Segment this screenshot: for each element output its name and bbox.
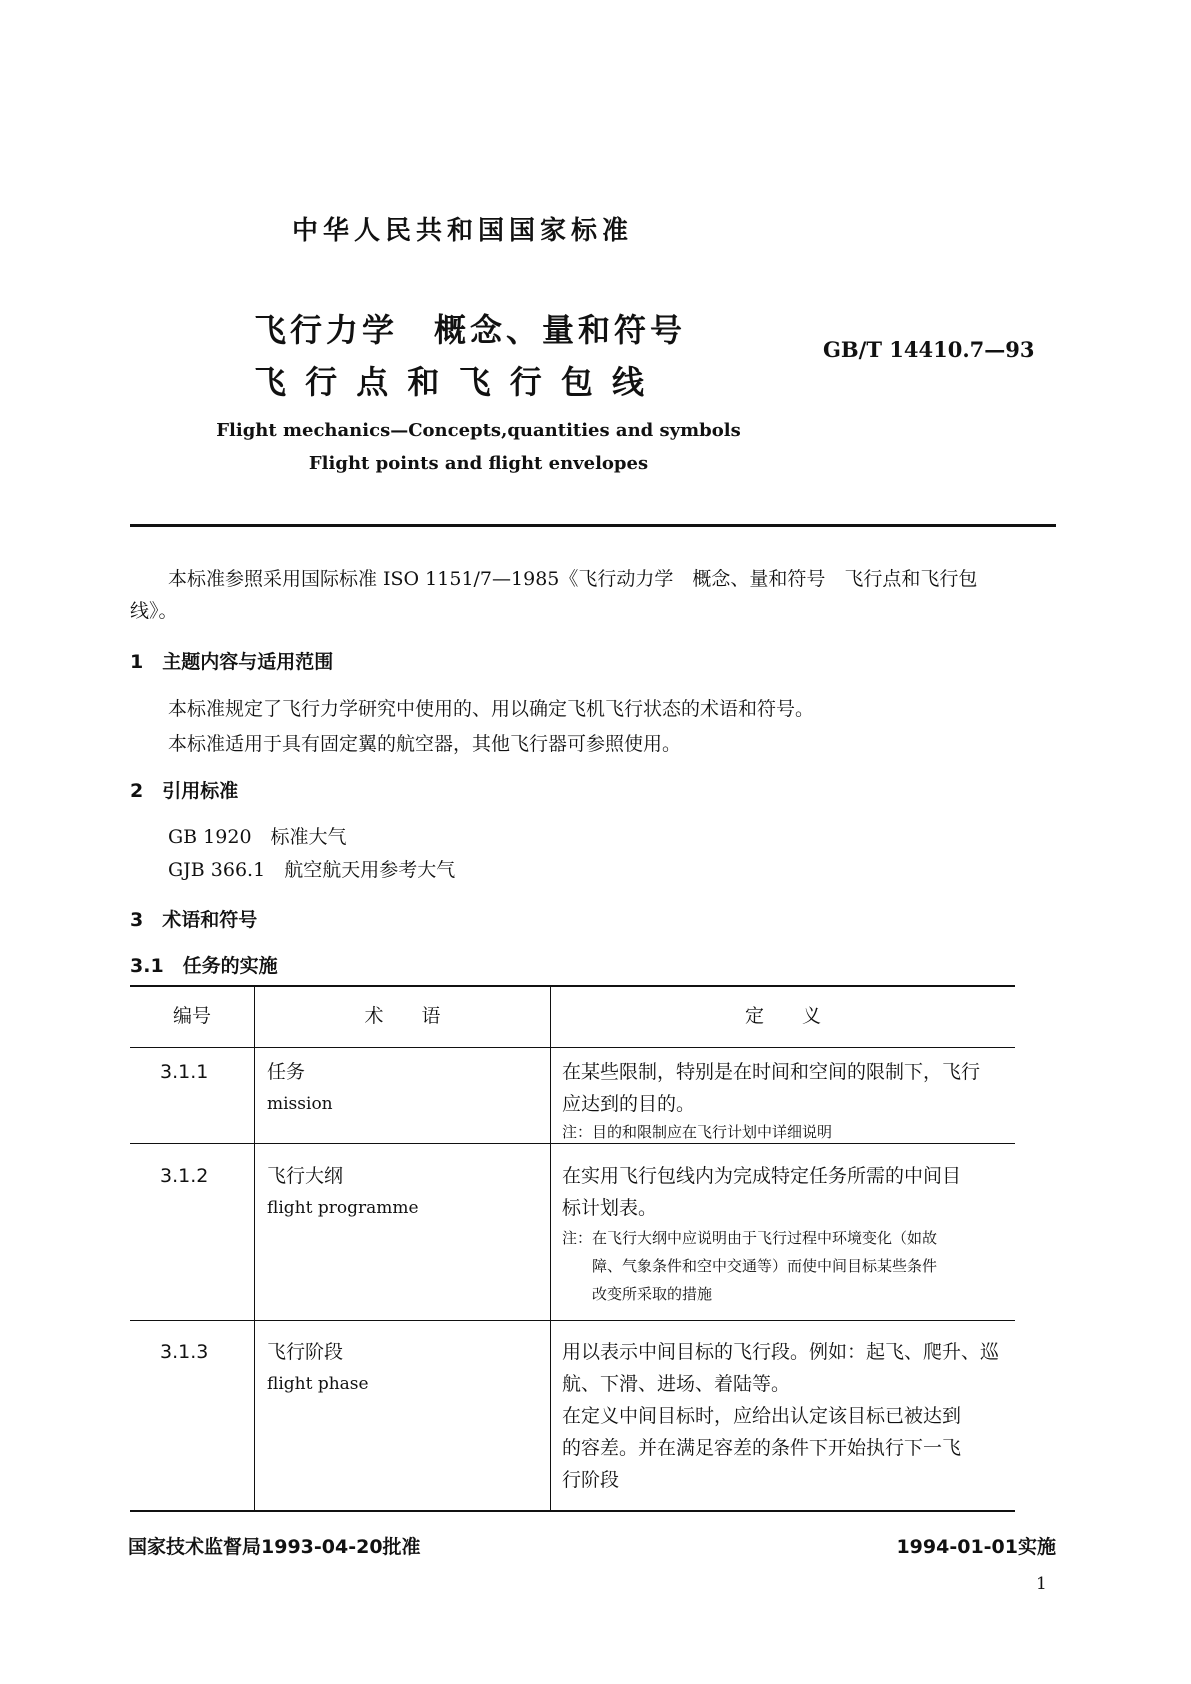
effective-date: 1994-01-01实施 <box>896 1536 1056 1558</box>
header-rule <box>130 524 1056 527</box>
page-number: 1 <box>1036 1574 1047 1594</box>
definition-note: 改变所采取的措施 <box>562 1285 713 1303</box>
section-3-heading: 3 术语和符号 <box>130 909 258 931</box>
table-column-rule <box>254 985 255 1512</box>
section-1-para2: 本标准适用于具有固定翼的航空器，其他飞行器可参照使用。 <box>168 733 682 755</box>
term-number: 3.1.1 <box>160 1061 209 1083</box>
definition-line: 用以表示中间目标的飞行段。例如：起飞、爬升、巡 <box>562 1341 1000 1363</box>
definition-note: 注：目的和限制应在飞行计划中详细说明 <box>562 1123 833 1141</box>
section-3-1-heading: 3.1 任务的实施 <box>130 955 278 977</box>
definition-line: 在某些限制，特别是在时间和空间的限制下，飞行 <box>562 1061 981 1083</box>
reference-gb1920: GB 1920 标准大气 <box>168 826 347 848</box>
title-en-line1: Flight mechanics—Concepts,quantities and symbols <box>216 420 741 441</box>
header-term: 术 语 <box>364 1005 441 1027</box>
national-standard-heading: 中华人民共和国国家标准 <box>292 216 634 246</box>
header-definition: 定 义 <box>744 1005 821 1027</box>
term-number: 3.1.3 <box>160 1341 209 1363</box>
section-1-para1: 本标准规定了飞行力学研究中使用的、用以确定飞机飞行状态的术语和符号。 <box>168 698 815 720</box>
term-cn: 飞行阶段 <box>267 1341 344 1363</box>
definition-line: 行阶段 <box>562 1469 620 1491</box>
definition-line: 在实用飞行包线内为完成特定任务所需的中间目 <box>562 1165 962 1187</box>
title-cn-line2: 飞 行 点 和 飞 行 包 线 <box>254 363 648 401</box>
term-cn: 飞行大纲 <box>267 1165 344 1187</box>
section-1-heading: 1 主题内容与适用范围 <box>130 651 334 673</box>
term-number: 3.1.2 <box>160 1165 209 1187</box>
definition-note: 注：在飞行大纲中应说明由于飞行过程中环境变化（如故 <box>562 1229 938 1247</box>
term-en: mission <box>267 1094 333 1114</box>
definition-line: 的容差。并在满足容差的条件下开始执行下一飞 <box>562 1437 962 1459</box>
table-row-rule <box>130 1320 1015 1321</box>
definition-note: 障、气象条件和空中交通等）而使中间目标某些条件 <box>562 1257 938 1275</box>
table-top-rule <box>130 985 1015 987</box>
definition-line: 标计划表。 <box>562 1197 658 1219</box>
approval-date: 国家技术监督局1993-04-20批准 <box>128 1536 421 1558</box>
reference-gjb366: GJB 366.1 航空航天用参考大气 <box>168 859 456 881</box>
definition-line: 在定义中间目标时，应给出认定该目标已被达到 <box>562 1405 962 1427</box>
section-2-heading: 2 引用标准 <box>130 780 239 802</box>
term-en: flight phase <box>267 1374 369 1394</box>
intro-line2: 线》。 <box>130 600 178 622</box>
definition-line: 应达到的目的。 <box>562 1093 696 1115</box>
table-column-rule <box>550 985 551 1512</box>
standard-number: GB/T 14410.7—93 <box>823 337 1035 362</box>
table-bottom-rule <box>130 1510 1015 1512</box>
intro-line1: 本标准参照采用国际标准 ISO 1151/7—1985《飞行动力学 概念、量和符号 飞行点和飞行包 <box>168 568 978 590</box>
title-en-line2: Flight points and flight envelopes <box>308 453 649 474</box>
term-en: flight programme <box>267 1198 419 1218</box>
term-cn: 任务 <box>267 1061 306 1083</box>
header-number: 编号 <box>172 1005 211 1027</box>
table-header-rule <box>130 1047 1015 1048</box>
title-cn-line1: 飞行力学 概念、量和符号 <box>254 311 687 349</box>
definition-line: 航、下滑、进场、着陆等。 <box>562 1373 791 1395</box>
